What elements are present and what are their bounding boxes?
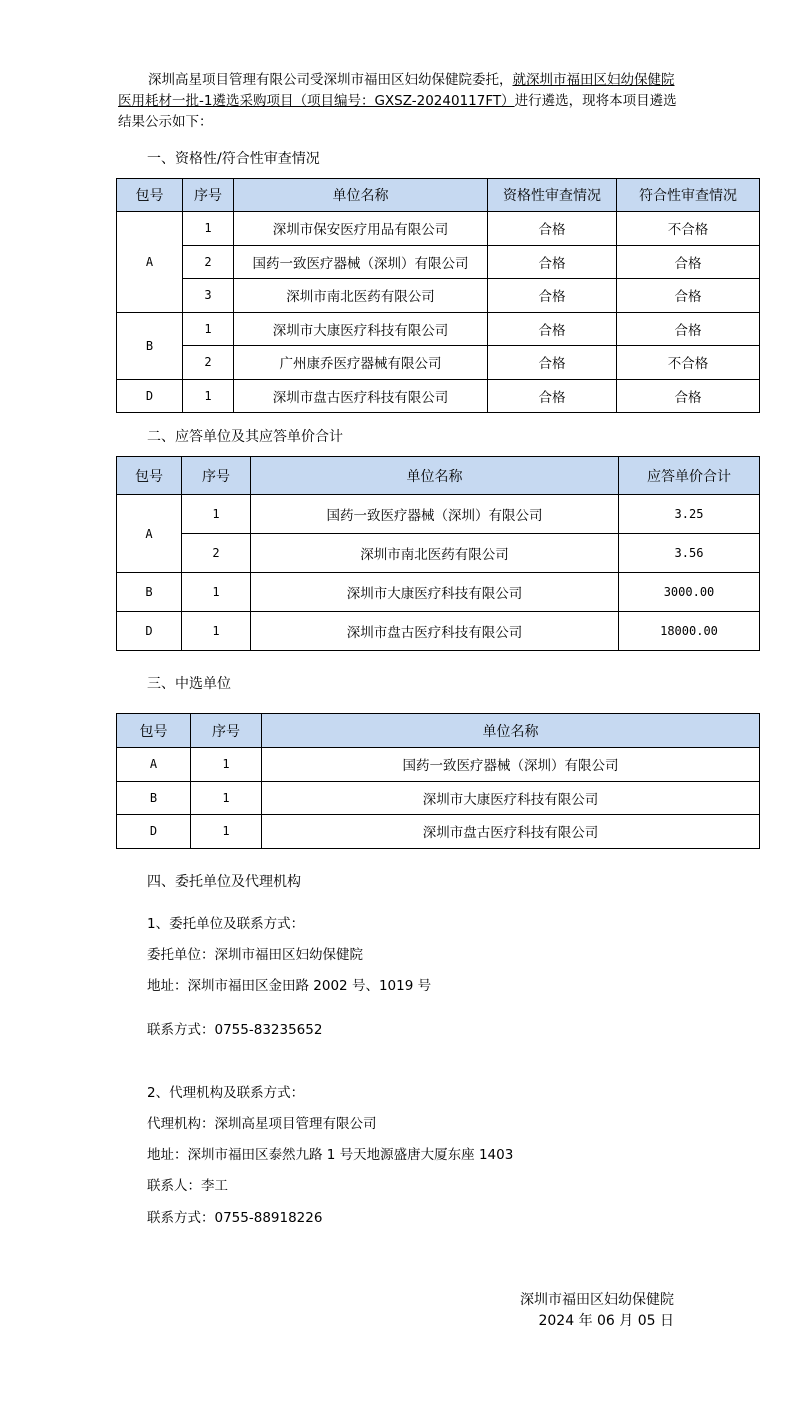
company-cell: 深圳市大康医疗科技有限公司 [234, 312, 488, 346]
qualification-cell: 合格 [488, 379, 617, 413]
compliance-cell: 不合格 [617, 346, 760, 380]
header-qualification: 资格性审查情况 [488, 179, 617, 212]
section4-title: 四、委托单位及代理机构 [147, 874, 301, 890]
intro-lead: 深圳高星项目管理有限公司受深圳市福田区妇幼保健院委托， [148, 72, 513, 88]
company-cell: 深圳市南北医药有限公司 [251, 534, 619, 573]
compliance-cell: 合格 [617, 312, 760, 346]
company-cell: 深圳市盘古医疗科技有限公司 [234, 379, 488, 413]
company-cell: 深圳市保安医疗用品有限公司 [234, 212, 488, 246]
table-row [117, 495, 760, 534]
company-cell: 国药一致医疗器械（深圳）有限公司 [251, 495, 619, 534]
seq-cell: 1 [191, 781, 262, 815]
table-row [117, 748, 760, 782]
compliance-cell: 不合格 [617, 212, 760, 246]
qualification-cell: 合格 [488, 346, 617, 380]
qualification-cell: 合格 [488, 245, 617, 279]
header-seq: 序号 [182, 457, 251, 495]
client-contact: 联系方式：0755-83235652 [147, 1022, 323, 1038]
table-row [117, 379, 760, 413]
signature-org: 深圳市福田区妇幼保健院 [520, 1292, 674, 1308]
table-row [117, 346, 760, 380]
seq-cell: 3 [183, 279, 234, 313]
seq-cell: 1 [183, 379, 234, 413]
table-row [117, 212, 760, 246]
package-cell: B [117, 573, 182, 612]
header-package: 包号 [117, 179, 183, 212]
compliance-cell: 合格 [617, 379, 760, 413]
header-seq: 序号 [191, 714, 262, 748]
package-cell: B [117, 781, 191, 815]
seq-cell: 1 [182, 612, 251, 651]
seq-cell: 1 [183, 212, 234, 246]
intro-project-name: 就深圳市福田区妇幼保健院医用耗材一批-1遴选采购项目（项目编号：GXSZ-20240117FT） [118, 72, 675, 109]
seq-cell: 1 [183, 312, 234, 346]
qualification-cell: 合格 [488, 312, 617, 346]
package-cell: D [117, 379, 183, 413]
table-row [117, 573, 760, 612]
review-table [116, 178, 760, 413]
header-company: 单位名称 [234, 179, 488, 212]
signature-date: 2024 年 06 月 05 日 [538, 1313, 674, 1329]
agent-name: 代理机构：深圳高星项目管理有限公司 [147, 1116, 377, 1132]
table-row [117, 312, 760, 346]
compliance-cell: 合格 [617, 279, 760, 313]
client-name: 委托单位：深圳市福田区妇幼保健院 [147, 947, 363, 963]
header-compliance: 符合性审查情况 [617, 179, 760, 212]
company-cell: 深圳市南北医药有限公司 [234, 279, 488, 313]
header-seq: 序号 [183, 179, 234, 212]
agent-heading: 2、代理机构及联系方式： [147, 1085, 305, 1101]
price-cell: 3000.00 [619, 573, 760, 612]
winner-table [116, 713, 760, 849]
header-company: 单位名称 [251, 457, 619, 495]
header-price-total: 应答单价合计 [619, 457, 760, 495]
seq-cell: 1 [182, 573, 251, 612]
company-cell: 深圳市盘古医疗科技有限公司 [251, 612, 619, 651]
package-cell: A [117, 212, 183, 313]
table-row [117, 612, 760, 651]
package-cell: D [117, 815, 191, 849]
seq-cell: 2 [182, 534, 251, 573]
company-cell: 深圳市盘古医疗科技有限公司 [262, 815, 760, 849]
package-cell: D [117, 612, 182, 651]
package-cell: A [117, 748, 191, 782]
section3-title: 三、中选单位 [147, 676, 231, 692]
client-heading: 1、委托单位及联系方式： [147, 916, 305, 932]
table-row [117, 781, 760, 815]
seq-cell: 1 [191, 815, 262, 849]
company-cell: 广州康乔医疗器械有限公司 [234, 346, 488, 380]
intro-tail: 进行遴选，现将本项目遴选结果公示如下： [118, 93, 677, 130]
price-cell: 18000.00 [619, 612, 760, 651]
table-row [117, 534, 760, 573]
agent-person: 联系人：李工 [147, 1178, 228, 1194]
seq-cell: 2 [183, 245, 234, 279]
compliance-cell: 合格 [617, 245, 760, 279]
header-package: 包号 [117, 714, 191, 748]
company-cell: 深圳市大康医疗科技有限公司 [262, 781, 760, 815]
company-cell: 深圳市大康医疗科技有限公司 [251, 573, 619, 612]
section1-title: 一、资格性/符合性审查情况 [147, 151, 320, 167]
company-cell: 国药一致医疗器械（深圳）有限公司 [234, 245, 488, 279]
package-cell: B [117, 312, 183, 379]
header-company: 单位名称 [262, 714, 760, 748]
agent-address: 地址：深圳市福田区泰然九路 1 号天地源盛唐大厦东座 1403 [147, 1147, 514, 1163]
seq-cell: 1 [191, 748, 262, 782]
agent-contact: 联系方式：0755-88918226 [147, 1210, 323, 1226]
header-package: 包号 [117, 457, 182, 495]
table-row [117, 279, 760, 313]
seq-cell: 2 [183, 346, 234, 380]
table-row [117, 815, 760, 849]
intro-paragraph [118, 70, 678, 133]
price-cell: 3.56 [619, 534, 760, 573]
qualification-cell: 合格 [488, 279, 617, 313]
seq-cell: 1 [182, 495, 251, 534]
client-address: 地址：深圳市福田区金田路 2002 号、1019 号 [147, 978, 432, 994]
bid-table [116, 456, 760, 651]
package-cell: A [117, 495, 182, 573]
company-cell: 国药一致医疗器械（深圳）有限公司 [262, 748, 760, 782]
table-row [117, 245, 760, 279]
price-cell: 3.25 [619, 495, 760, 534]
qualification-cell: 合格 [488, 212, 617, 246]
section2-title: 二、应答单位及其应答单价合计 [147, 429, 343, 445]
